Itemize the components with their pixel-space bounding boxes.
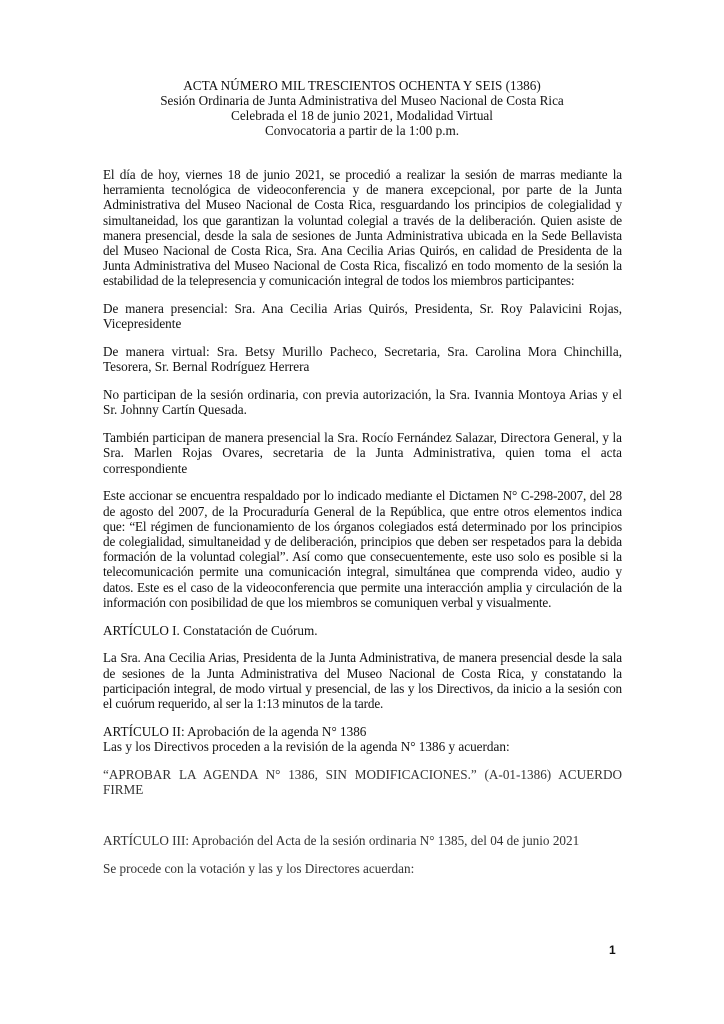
article-2-heading: ARTÍCULO II: Aprobación de la agenda N° 1386 xyxy=(103,723,367,739)
tambien-paragraph: También participan de manera presencial la Sra. Rocío Fernández Salazar, Directora General, y la Sra. Marlen Rojas Ovares, secretaria de la Junta Administrativa, quien toma el acta correspondiente xyxy=(103,430,622,476)
virtual-paragraph: De manera virtual: Sra. Betsy Murillo Pacheco, Secretaria, Sra. Carolina Mora Chinchilla, Tesorera, Sr. Bernal Rodríguez Herrera xyxy=(103,344,622,375)
session-time: Convocatoria a partir de la 1:00 p.m. xyxy=(264,123,460,138)
article-3-heading: ARTÍCULO III: Aprobación del Acta de la sesión ordinaria N° 1385, del 04 de junio 2021 xyxy=(103,833,580,849)
dictamen-paragraph: Este accionar se encuentra respaldado por lo indicado mediante el Dictamen N° C-298-2007, del 28 de agosto del 2007, de la Procuraduría General de la República, que entre otros elementos indica que: “El régimen de funcionamiento de los órganos colegiados está determinado por los principios de colegialidad, simultaneidad y de deliberación, principios que deben ser respetados para la debida formación de la voluntad colegial”. Así como que consecuentemente, este uso solo es posible si la telecomunicación permite una comunicación integral, simultánea que comprenda video, audio y datos. Este es el caso de la videoconferencia que permite una interacción amplia y circulación de la información con posibilidad de que los miembros se comuniquen verbal y visualmente. xyxy=(103,488,622,610)
document-body xyxy=(103,167,622,876)
article-1-heading: ARTÍCULO I. Constatación de Cuórum. xyxy=(103,622,318,638)
acuerdo-paragraph: “APROBAR LA AGENDA N° 1386, SIN MODIFICACIONES.” (A-01-1386) ACUERDO FIRME xyxy=(103,766,622,798)
article-2-body: Las y los Directivos proceden a la revisión de la agenda N° 1386 y acuerdan: xyxy=(103,739,510,755)
article-2-block xyxy=(103,724,622,754)
acta-title: ACTA NÚMERO MIL TRESCIENTOS OCHENTA Y SEIS (1386) xyxy=(183,78,541,93)
article-1-body: La Sra. Ana Cecilia Arias, Presidenta de la Junta Administrativa, de manera presencial desde la sala de sesiones de la Junta Administrativa del Museo Nacional de Costa Rica, y constatando la participación integral, de modo virtual y presencial, de las y los Directivos, da inicio a la sesión con el cuórum requerido, al ser la 1:13 minutos de la tarde. xyxy=(103,650,622,712)
presencial-paragraph: De manera presencial: Sra. Ana Cecilia Arias Quirós, Presidenta, Sr. Roy Palavicini Rojas, Vicepresidente xyxy=(103,301,622,332)
page-number: 1 xyxy=(609,943,616,957)
session-date: Celebrada el 18 de junio 2021, Modalidad Virtual xyxy=(231,108,493,123)
document-header xyxy=(100,78,624,138)
article-3-body: Se procede con la votación y las y los Directores acuerdan: xyxy=(103,861,415,877)
no-participan-paragraph: No participan de la sesión ordinaria, con previa autorización, la Sra. Ivannia Montoya Arias y el Sr. Johnny Cartín Quesada. xyxy=(103,387,622,418)
intro-paragraph: El día de hoy, viernes 18 de junio 2021, se procedió a realizar la sesión de marras mediante la herramienta tecnológica de videoconferencia y de manera excepcional, por parte de la Junta Administrativa del Museo Nacional de Costa Rica, resguardando los principios de colegialidad y simultaneidad, los que garantizan la voluntad colegial a través de la deliberación. Quien asiste de manera presencial, desde la sala de sesiones de Junta Administrativa ubicada en la Sede Bellavista del Museo Nacional de Costa Rica, Sra. Ana Cecilia Arias Quirós, en calidad de Presidenta de la Junta Administrativa del Museo Nacional de Costa Rica, fiscalizó en todo momento de la sesión la estabilidad de la telepresencia y comunicación integral de todos los miembros participantes: xyxy=(103,167,622,289)
session-title: Sesión Ordinaria de Junta Administrativa del Museo Nacional de Costa Rica xyxy=(160,93,564,108)
